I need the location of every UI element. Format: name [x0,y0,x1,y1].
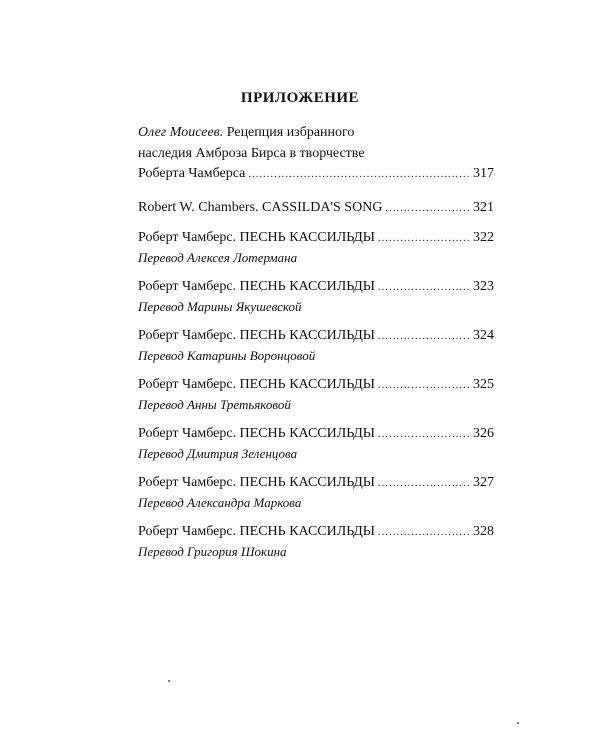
toc-entry [138,277,494,316]
toc-entry [138,198,494,218]
entry-title: Роберт Чамберс. ПЕСНЬ КАССИЛЬДЫ [138,376,376,392]
entry-leader-line [138,277,494,297]
entry-title: Robert W. Chambers. CASSILDA'S SONG [138,199,383,215]
entry-leader-line [138,375,494,395]
intro-author: Олег Моисеев. [138,125,224,140]
dot-leader [378,332,470,342]
intro-leader-line [138,164,494,185]
dot-leader [378,234,470,244]
entry-title: Роберт Чамберс. ПЕСНЬ КАССИЛЬДЫ [138,474,376,490]
page-heading: ПРИЛОЖЕНИЕ [240,90,360,106]
entry-translator: Перевод Марины Якушевской [138,298,302,314]
dot-leader [378,381,470,391]
page-number: 328 [473,523,494,539]
intro-title-part-1: Рецепция избранного [226,125,355,140]
scan-speck [168,680,170,682]
dot-leader [248,170,470,180]
page-number: 321 [473,199,494,215]
toc-entry [138,375,494,414]
page-number: 323 [473,278,494,294]
entry-leader-line [138,424,494,444]
entry-title: Роберт Чамберс. ПЕСНЬ КАССИЛЬДЫ [138,229,376,245]
entry-leader-line [138,228,494,248]
dot-leader [378,283,470,293]
entry-title: Роберт Чамберс. ПЕСНЬ КАССИЛЬДЫ [138,327,376,343]
entry-title: Роберт Чамберс. ПЕСНЬ КАССИЛЬДЫ [138,425,376,441]
dot-leader [385,204,470,214]
entry-leader-line [138,326,494,346]
page-number: 325 [473,376,494,392]
entry-leader-line [138,473,494,493]
toc-entry [138,522,494,561]
entry-translator: Перевод Александра Маркова [138,494,302,510]
toc-entry-intro [138,123,494,185]
entry-translator: Перевод Дмитрия Зеленцова [138,445,298,461]
page-number: 322 [473,229,494,245]
entry-translator: Перевод Алексея Лотермана [138,249,298,265]
entry-leader-line [138,198,494,218]
page-number: 326 [473,425,494,441]
intro-title-part-3: Роберта Чамберса [138,166,246,181]
entry-translator: Перевод Григория Шокина [138,543,287,559]
toc-entry [138,424,494,463]
entry-title: Роберт Чамберс. ПЕСНЬ КАССИЛЬДЫ [138,278,376,294]
entry-title: Роберт Чамберс. ПЕСНЬ КАССИЛЬДЫ [138,523,376,539]
toc-entry [138,473,494,512]
table-of-contents [138,123,494,561]
entry-translator: Перевод Анны Третьяковой [138,396,291,412]
scan-speck [517,722,519,724]
intro-title-part-2: наследия Амброза Бирса в творчестве [138,145,365,161]
entry-leader-line [138,522,494,542]
dot-leader [378,528,470,538]
entry-translator: Перевод Катарины Воронцовой [138,347,316,363]
toc-entry [138,326,494,365]
page-number: 327 [473,474,494,490]
dot-leader [378,479,470,489]
dot-leader [378,430,470,440]
page-number: 324 [473,327,494,343]
intro-line-1 [138,123,494,144]
toc-entry [138,228,494,267]
page-number: 317 [473,166,494,181]
